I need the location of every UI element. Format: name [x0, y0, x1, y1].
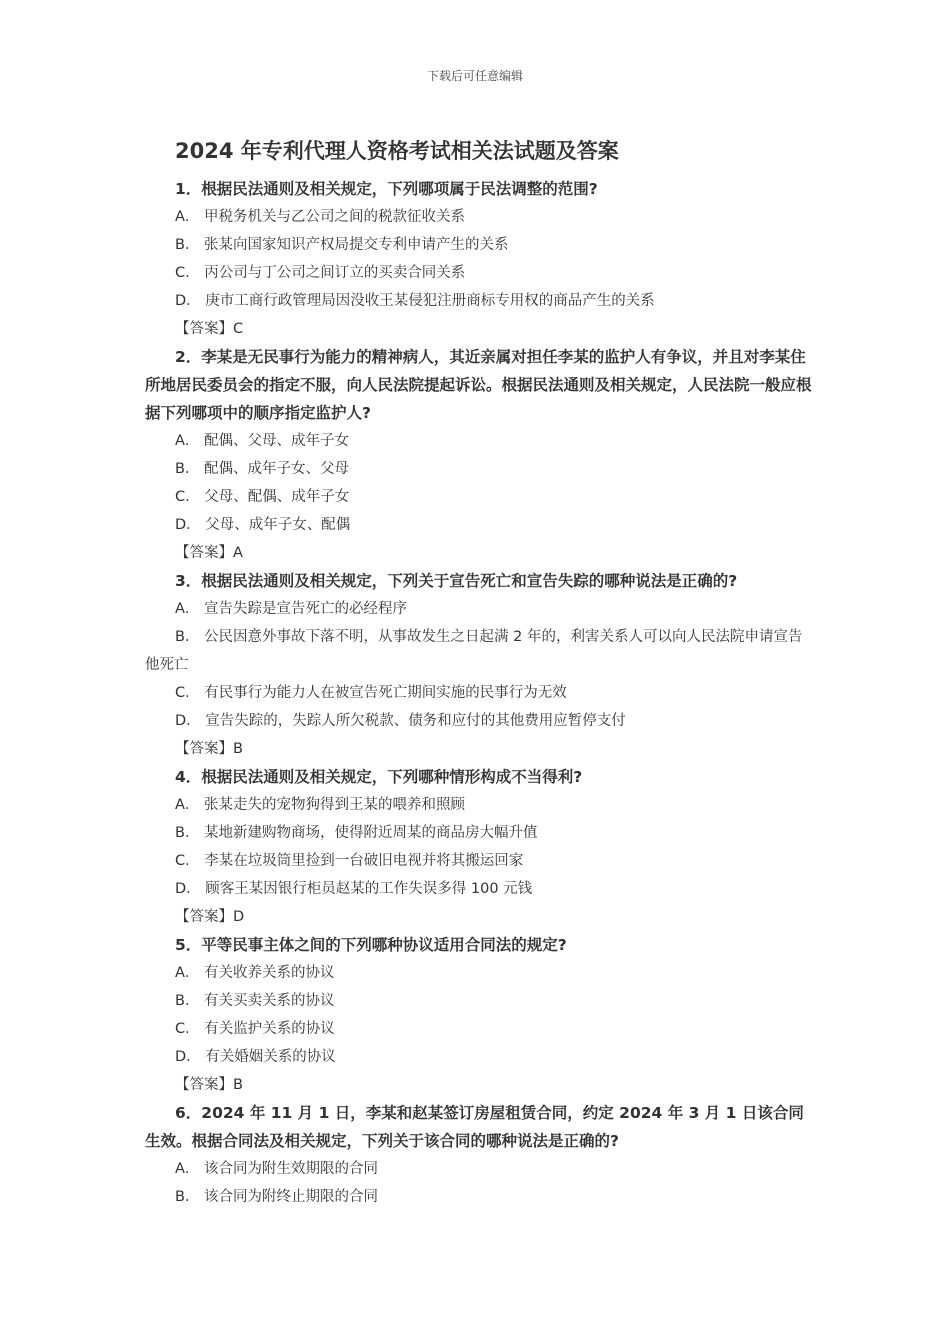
question-block	[145, 1099, 815, 1211]
question-text: 4．根据民法通则及相关规定，下列哪种情形构成不当得利?	[175, 768, 583, 786]
question-block	[145, 567, 815, 763]
option-item: A． 有关收养关系的协议	[175, 965, 335, 981]
option-item: D． 有关婚姻关系的协议	[175, 1049, 336, 1065]
option-item: B． 某地新建购物商场，使得附近周某的商品房大幅升值	[175, 825, 538, 841]
answer-line: 【答案】D	[175, 909, 245, 925]
header-note: 下载后可任意编辑	[426, 69, 523, 83]
answer-line: 【答案】C	[175, 321, 244, 337]
option-item: C． 丙公司与丁公司之间订立的买卖合同关系	[175, 265, 466, 281]
option-item: B． 该合同为附终止期限的合同	[175, 1189, 379, 1205]
option-item: B． 张某向国家知识产权局提交专利申请产生的关系	[175, 237, 509, 253]
option-item: C． 父母、配偶、成年子女	[175, 489, 350, 505]
answer-line: 【答案】B	[175, 741, 243, 757]
question-text: 5．平等民事主体之间的下列哪种协议适用合同法的规定?	[175, 936, 567, 954]
option-item: D． 父母、成年子女、配偶	[175, 517, 351, 533]
option-item: D． 顾客王某因银行柜员赵某的工作失误多得 100 元钱	[175, 881, 533, 897]
question-text: 3．根据民法通则及相关规定，下列关于宣告死亡和宣告失踪的哪种说法是正确的?	[175, 572, 738, 590]
question-text: 1．根据民法通则及相关规定，下列哪项属于民法调整的范围?	[175, 180, 598, 198]
option-item: D． 庚市工商行政管理局因没收王某侵犯注册商标专用权的商品产生的关系	[175, 293, 655, 309]
option-item: C． 有关监护关系的协议	[175, 1021, 335, 1037]
question-block	[145, 175, 815, 343]
option-item: A． 该合同为附生效期限的合同	[175, 1161, 379, 1177]
option-item: B． 公民因意外事故下落不明，从事故发生之日起满 2 年的，利害关系人可以向人民法院申请宣告他死亡	[145, 629, 803, 673]
option-item: D． 宣告失踪的，失踪人所欠税款、债务和应付的其他费用应暂停支付	[175, 713, 626, 729]
question-text: 6．2024 年 11 月 1 日，李某和赵某签订房屋租赁合同，约定 2024 年 3 月 1 日该合同生效。根据合同法及相关规定，下列关于该合同的哪种说法是正确的?	[145, 1104, 804, 1150]
option-item: C． 有民事行为能力人在被宣告死亡期间实施的民事行为无效	[175, 685, 567, 701]
page-title: 2024 年专利代理人资格考试相关法试题及答案	[175, 139, 619, 163]
option-item: B． 有关买卖关系的协议	[175, 993, 335, 1009]
option-item: B． 配偶、成年子女、父母	[175, 461, 350, 477]
option-item: C． 李某在垃圾筒里捡到一台破旧电视并将其搬运回家	[175, 853, 524, 869]
option-item: A． 甲税务机关与乙公司之间的税款征收关系	[175, 209, 466, 225]
option-item: A． 张某走失的宠物狗得到王某的喂养和照顾	[175, 797, 466, 813]
option-item: A． 配偶、父母、成年子女	[175, 433, 350, 449]
question-block	[145, 931, 815, 1099]
option-item: A． 宣告失踪是宣告死亡的必经程序	[175, 601, 408, 617]
question-block	[145, 763, 815, 931]
question-text: 2．李某是无民事行为能力的精神病人，其近亲属对担任李某的监护人有争议，并且对李某住所地居民委员会的指定不服，向人民法院提起诉讼。根据民法通则及相关规定，人民法院一般应根据下列哪项中的顺序指定监护人?	[145, 348, 812, 422]
question-block	[145, 343, 815, 567]
document-body	[145, 133, 815, 1211]
answer-line: 【答案】B	[175, 1077, 243, 1093]
answer-line: 【答案】A	[175, 545, 243, 561]
